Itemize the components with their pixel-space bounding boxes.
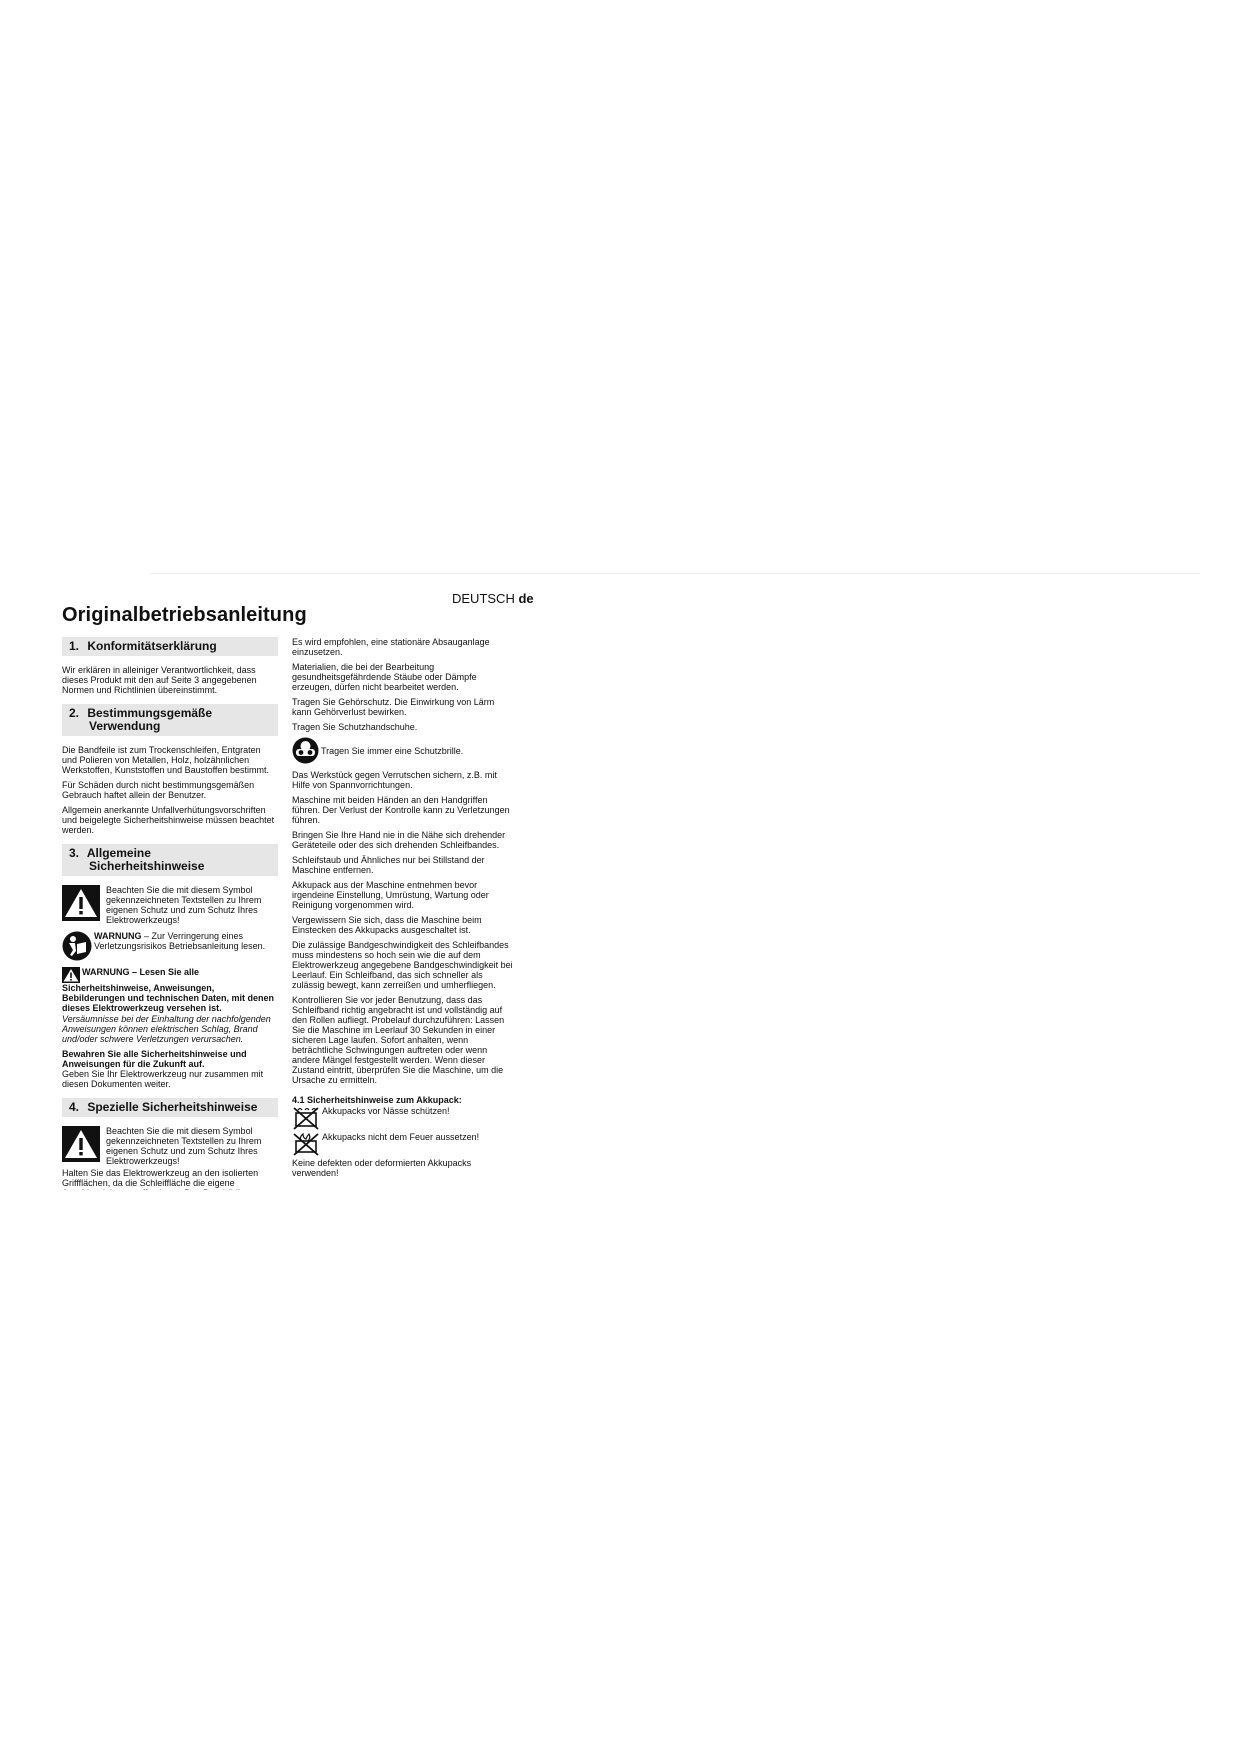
- safety-paragraph: Die zulässige Bandgeschwindigkeit des Schleifbandes muss mindestens so hoch sein wie die auf dem Elektrowerkzeug angegebene Bandgeschwindigkeit bei Leerlauf. Ein Schleifband, das sich schneller als zulässig bewegt, kann zerreißen und umherfliegen.: [292, 940, 513, 990]
- safety-paragraph: Akkupack aus der Maschine entnehmen bevor irgendeine Einstellung, Umrüstung, Wartung oder Reinigung vorgenommen wird.: [292, 880, 489, 910]
- right-column: [292, 637, 514, 1183]
- section-2-paragraph: Allgemein anerkannte Unfallverhütungsvorschriften und beigelegte Sicherheitshinweise müssen beachtet werden.: [62, 805, 275, 835]
- goggles-note: [292, 737, 514, 764]
- left-column: [62, 637, 278, 1203]
- warning-triangle-icon: [62, 1126, 100, 1162]
- warning-label: WARNUNG: [94, 931, 142, 941]
- safety-goggles-icon: [292, 737, 319, 764]
- battery-defect-text: Keine defekten oder deformierten Akkupacks verwenden!: [292, 1158, 472, 1178]
- warning-triangle-icon: [62, 885, 100, 921]
- safety-paragraph: Das Werkstück gegen Verrutschen sichern, z.B. mit Hilfe von Spannvorrichtungen.: [292, 770, 497, 790]
- warning-triangle-icon: [62, 967, 80, 983]
- safety-paragraph: Bringen Sie Ihre Hand nie in die Nähe sich drehender Geräteteile oder des sich drehenden Schleifbandes.: [292, 830, 506, 850]
- top-rule: [150, 573, 1200, 574]
- safety-paragraph: Vergewissern Sie sich, dass die Maschine beim Einstecken des Akkupacks ausgeschaltet ist.: [292, 915, 482, 935]
- read-manual-icon: [62, 931, 92, 961]
- page-title: Originalbetriebsanleitung: [62, 604, 307, 626]
- section-2-heading: [62, 704, 278, 736]
- page-cutoff: [0, 1190, 1241, 1754]
- general-warning-bold: WARNUNG – Lesen Sie alle Sicherheitshinweise, Anweisungen, Bebilderungen und technischen Daten, mit denen dieses Elektrowerkzeug versehen ist.: [62, 967, 275, 1013]
- section-title: Konformitätserklärung: [87, 639, 217, 653]
- section-3-heading: [62, 844, 278, 876]
- language-name: DEUTSCH: [452, 591, 515, 606]
- safety-paragraph: Tragen Sie Gehörschutz. Die Einwirkung von Lärm kann Gehörverlust bewirken.: [292, 697, 495, 717]
- section-number: 4.: [69, 1100, 80, 1114]
- section-title-line2: Verwendung: [89, 719, 161, 733]
- general-warning: [62, 967, 278, 1013]
- section-2-paragraph: Für Schäden durch nicht bestimmungsgemäßen Gebrauch haftet allein der Benutzer.: [62, 780, 255, 800]
- section-number: 2.: [69, 706, 80, 720]
- section-1-text: Wir erklären in alleiniger Verantwortlichkeit, dass dieses Produkt mit den auf Seite 3 angegebenen Normen und Richtlinien übereinstimmt.: [62, 665, 257, 695]
- no-fire-icon: [292, 1132, 320, 1156]
- no-water-icon: [292, 1106, 320, 1130]
- battery-wet-note: [292, 1106, 514, 1130]
- symbol-note: [62, 885, 278, 925]
- section-title-line2: Sicherheitshinweise: [89, 859, 205, 873]
- subsection-4-1-title: 4.1 Sicherheitshinweise zum Akkupack:: [292, 1095, 462, 1105]
- section-1-heading: [62, 637, 278, 656]
- section-title-line1: Allgemeine: [86, 846, 151, 860]
- section-4-heading: [62, 1098, 278, 1117]
- section-title-line1: Bestimmungsgemäße: [87, 706, 213, 720]
- read-manual-warning: [62, 931, 278, 961]
- safety-paragraph: Materialien, die bei der Bearbeitung gesundheitsgefährdende Stäube oder Dämpfe erzeugen, dürfen nicht bearbeitet werden.: [292, 662, 477, 692]
- safety-paragraph: Tragen Sie Schutzhandschuhe.: [292, 722, 418, 732]
- section-number: 1.: [69, 639, 80, 653]
- battery-fire-text: Akkupacks nicht dem Feuer aussetzen!: [322, 1132, 480, 1142]
- general-warning-italic: Versäumnisse bei der Einhaltung der nachfolgenden Anweisungen können elektrischen Schlag, Brand und/oder schwere Verletzungen verursachen.: [62, 1014, 271, 1044]
- safety-paragraph: Maschine mit beiden Händen an den Handgriffen führen. Der Verlust der Kontrolle kann zu Verletzungen führen.: [292, 795, 510, 825]
- battery-fire-note: [292, 1132, 514, 1156]
- safety-paragraph: Kontrollieren Sie vor jeder Benutzung, dass das Schleifband richtig angebracht ist und vollständig auf den Rollen aufliegt. Probelauf durchzuführen: Lassen Sie die Maschine im Leerlauf 30 Sekunden in einer sicheren Lage laufen. Sofort anhalten, wenn beträchtliche Schwingungen auftreten oder wenn andere Mängel festgestellt werden. Wenn dieser Zustand eintritt, überprüfen Sie die Maschine, um die Ursache zu ermitteln.: [292, 995, 505, 1085]
- symbol-note-text: Beachten Sie die mit diesem Symbol gekennzeichneten Textstellen zu Ihrem eigenen Schutz und zum Schutz Ihres Elektrowerkzeugs!: [106, 1126, 262, 1166]
- keep-instructions-text: Geben Sie Ihr Elektrowerkzeug nur zusammen mit diesen Dokumenten weiter.: [62, 1069, 264, 1089]
- safety-paragraph: Schleifstaub und Ähnliches nur bei Stillstand der Maschine entfernen.: [292, 855, 485, 875]
- keep-instructions-bold: Bewahren Sie alle Sicherheitshinweise und Anweisungen für die Zukunft auf.: [62, 1049, 247, 1069]
- safety-paragraph: Es wird empfohlen, eine stationäre Absauganlage einzusetzen.: [292, 637, 490, 657]
- section-2-paragraph: Die Bandfeile ist zum Trockenschleifen, Entgraten und Polieren von Metallen, Holz, holzähnlichen Werkstoffen, Kunststoffen und Baustoffen bestimmt.: [62, 745, 269, 775]
- battery-wet-text: Akkupacks vor Nässe schützen!: [322, 1106, 450, 1116]
- section-number: 3.: [69, 846, 80, 860]
- language-code: de: [518, 591, 534, 606]
- section-4-paragraph: Halten Sie das Elektrowerkzeug an den isolierten Griffflächen, da die Schleiffläche die eigene: [62, 1168, 259, 1188]
- symbol-note: [62, 1126, 278, 1166]
- goggles-text: Tragen Sie immer eine Schutzbrille.: [321, 745, 464, 756]
- section-title: Spezielle Sicherheitshinweise: [87, 1100, 258, 1114]
- warning-text: – Zur Verringerung eines Verletzungsrisikos Betriebsanleitung lesen.: [94, 931, 266, 951]
- language-label: [452, 591, 534, 606]
- symbol-note-text: Beachten Sie die mit diesem Symbol gekennzeichneten Textstellen zu Ihrem eigenen Schutz und zum Schutz Ihres Elektrowerkzeugs!: [106, 885, 262, 925]
